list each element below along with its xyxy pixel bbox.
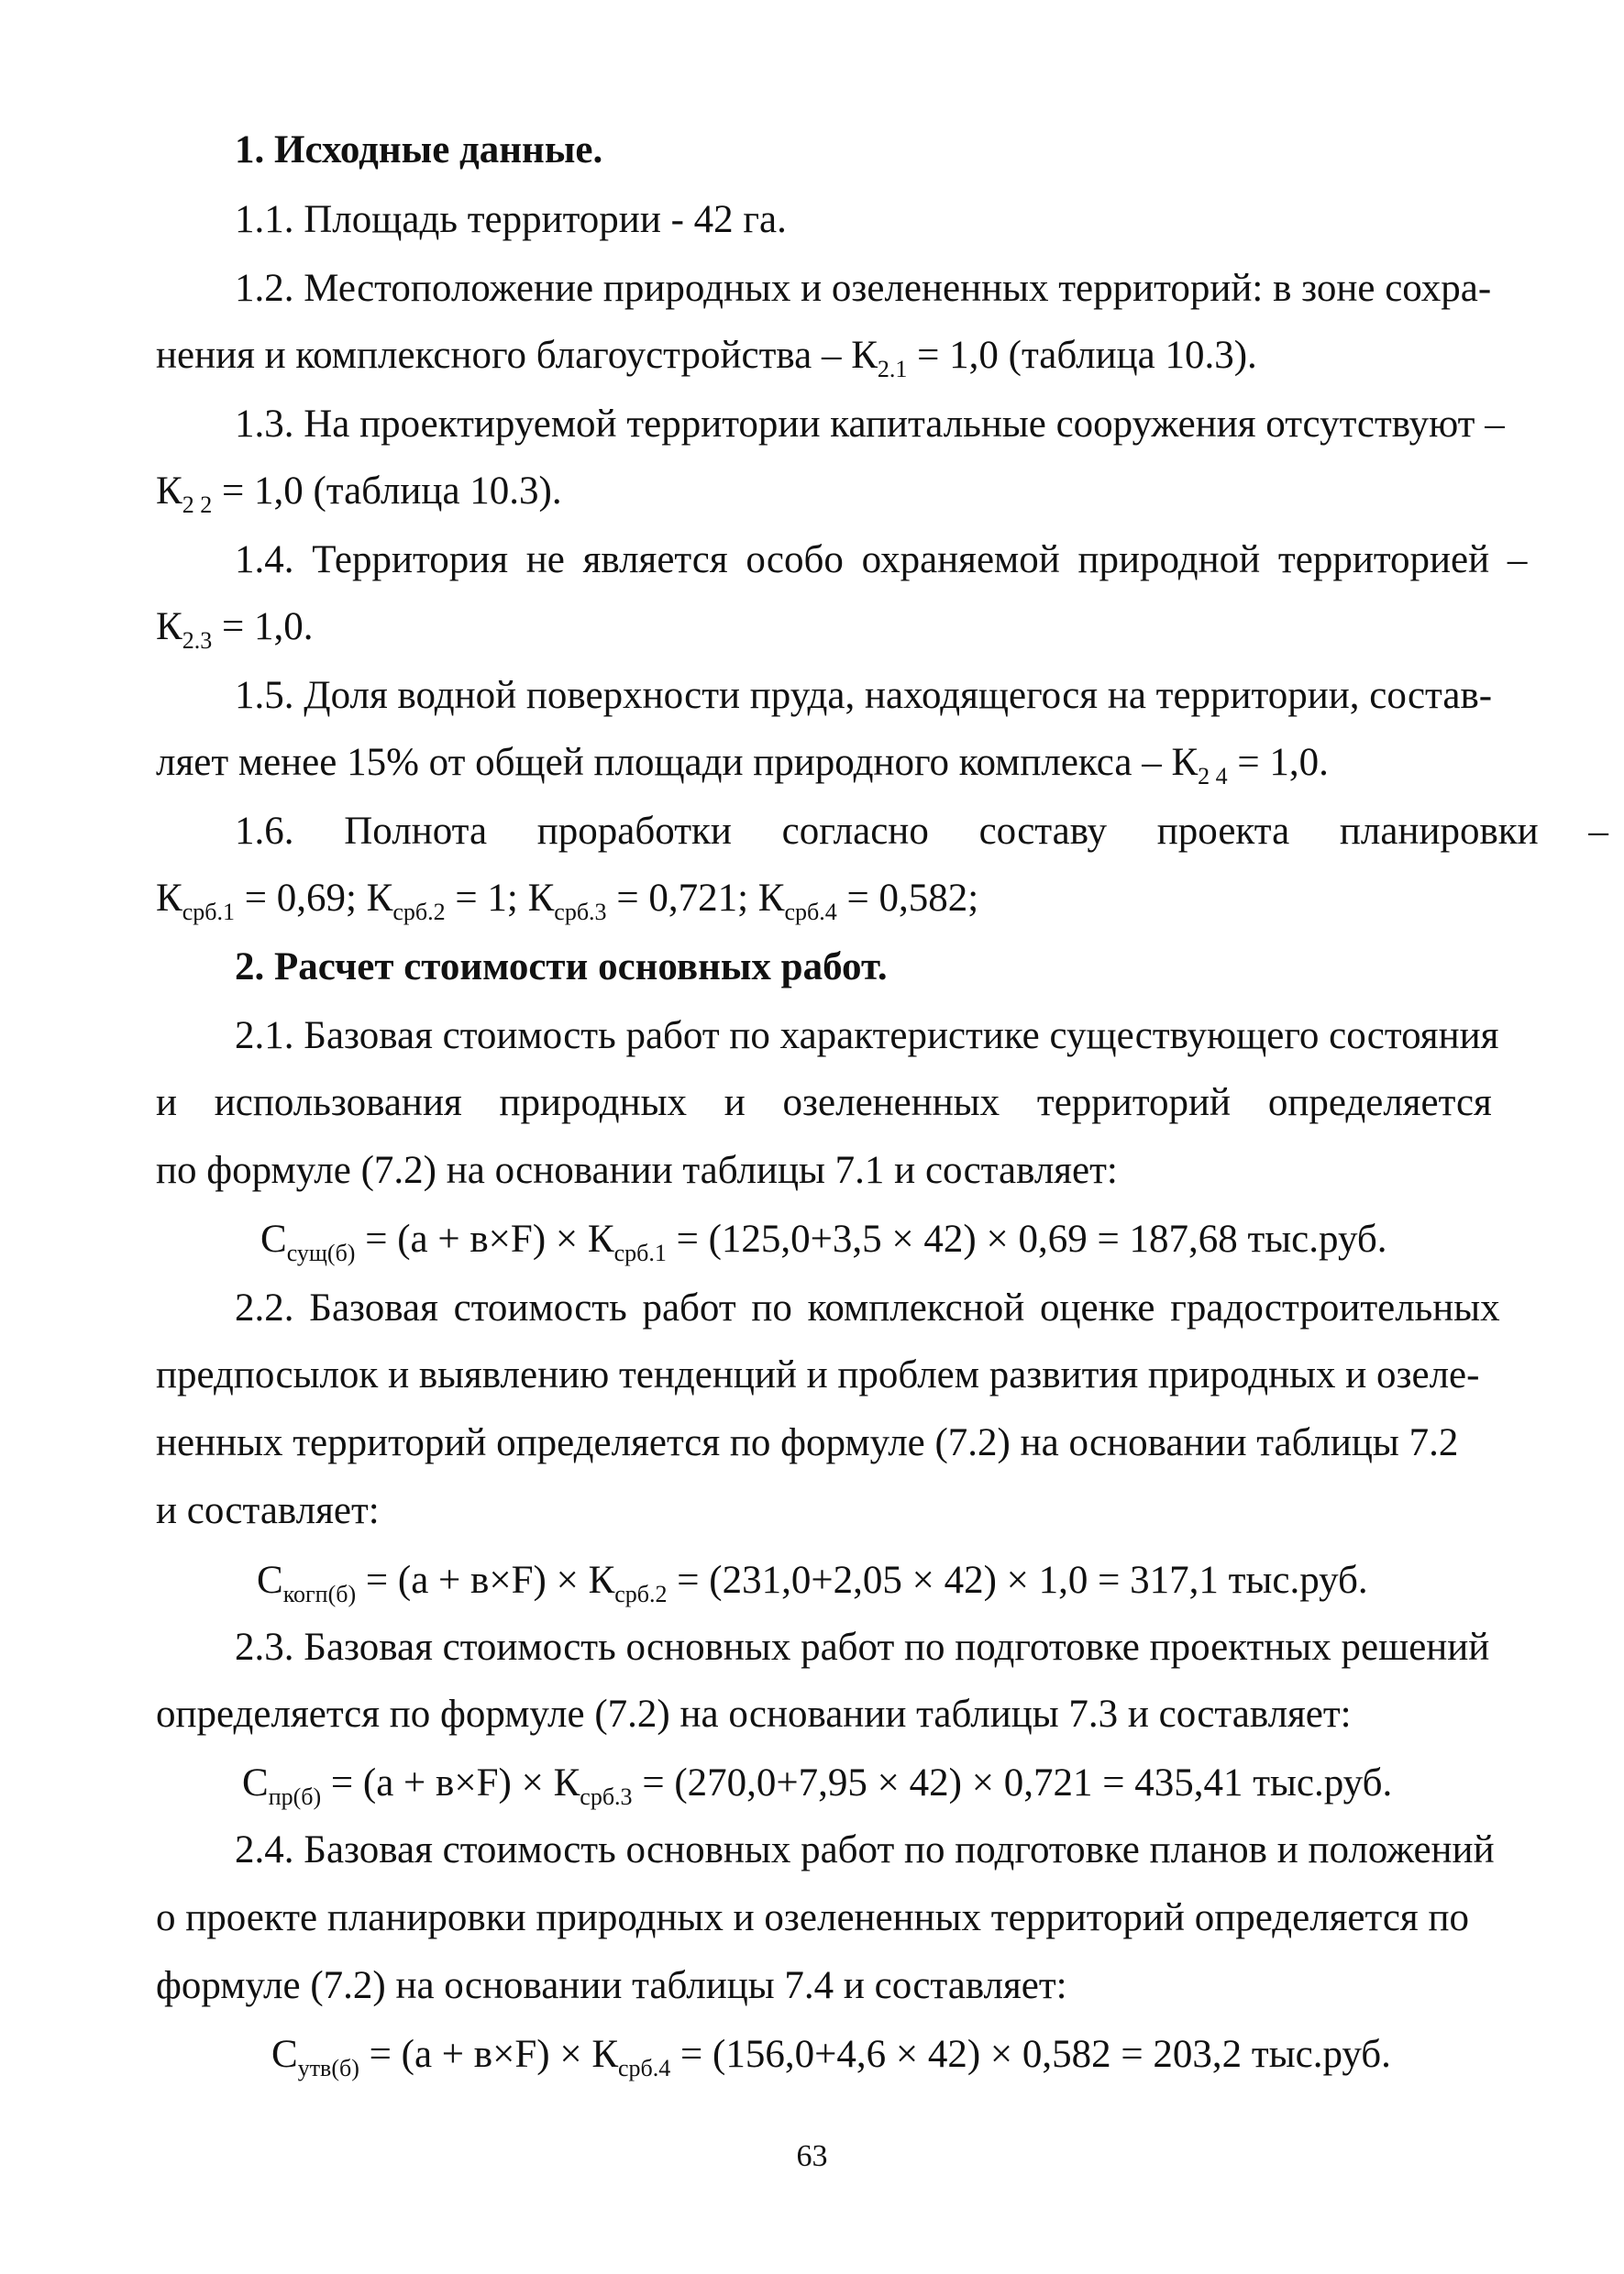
formula-2-4-c: С bbox=[271, 2033, 298, 2076]
item-1-5-line-2 bbox=[156, 741, 1329, 789]
formula-2-2-c-subscript: когп(б) bbox=[282, 1581, 357, 1607]
item-1-3-line-1: 1.3. На проектируемой территории капитальные сооружения отсутствуют – bbox=[235, 403, 1505, 446]
item-1-5-value: = 1,0. bbox=[1227, 741, 1329, 784]
formula-2-1 bbox=[260, 1218, 1387, 1266]
item-1-1: 1.1. Площадь территории - 42 га. bbox=[235, 198, 787, 241]
section-2-heading: 2. Расчет стоимости основных работ. bbox=[235, 945, 888, 988]
item-1-3-text: К bbox=[156, 469, 182, 513]
item-1-5-subscript: 2 4 bbox=[1198, 763, 1228, 789]
formula-2-2 bbox=[257, 1559, 1368, 1607]
item-1-4-line-1: 1.4. Территория не является особо охраняемой природной территорией – bbox=[235, 538, 1528, 581]
item-2-2-line-2: предпосылок и выявлению тенденций и проблем развития природных и озеле- bbox=[156, 1353, 1480, 1396]
formula-2-4-k-subscript: срб.4 bbox=[618, 2055, 671, 2081]
formula-2-1-expression: = (а + в×F) × К bbox=[355, 1218, 614, 1261]
item-1-5-line-1: 1.5. Доля водной поверхности пруда, находящегося на территории, состав- bbox=[235, 674, 1493, 717]
item-1-6-line-1: 1.6. Полнота проработки согласно составу проекта планировки – bbox=[235, 810, 1608, 853]
item-1-4-value: = 1,0. bbox=[212, 605, 314, 648]
formula-2-2-k-subscript: срб.2 bbox=[614, 1581, 668, 1607]
formula-2-3-c-subscript: пр(б) bbox=[268, 1783, 322, 1810]
item-1-4-text: К bbox=[156, 605, 182, 648]
formula-2-1-k-subscript: срб.1 bbox=[613, 1240, 667, 1266]
item-2-3-line-2: определяется по формуле (7.2) на основании таблицы 7.3 и составляет: bbox=[156, 1693, 1352, 1736]
item-1-6-k2-value: = 1; К bbox=[445, 877, 555, 920]
formula-2-2-result: = (231,0+2,05 × 42) × 1,0 = 317,1 тыс.руб. bbox=[667, 1559, 1368, 1602]
item-1-2-value: = 1,0 (таблица 10.3). bbox=[907, 334, 1257, 377]
formula-2-1-c-subscript: сущ(б) bbox=[286, 1240, 356, 1266]
item-1-4-subscript: 2.3 bbox=[182, 627, 213, 654]
item-1-3-line-2 bbox=[156, 469, 562, 518]
formula-2-4 bbox=[271, 2033, 1391, 2081]
formula-2-4-c-subscript: утв(б) bbox=[297, 2055, 359, 2081]
item-1-6-k4-value: = 0,582; bbox=[836, 877, 979, 920]
item-2-1-line-3: по формуле (7.2) на основании таблицы 7.1 и составляет: bbox=[156, 1149, 1118, 1192]
formula-2-3-c: С bbox=[242, 1761, 269, 1805]
item-1-6-k2-subscript: срб.2 bbox=[392, 899, 446, 925]
item-2-1-line-2: и использования природных и озелененных территорий определяется bbox=[156, 1081, 1492, 1124]
item-2-3-line-1: 2.3. Базовая стоимость основных работ по подготовке проектных решений bbox=[235, 1626, 1490, 1669]
formula-2-4-result: = (156,0+4,6 × 42) × 0,582 = 203,2 тыс.руб. bbox=[670, 2033, 1391, 2076]
item-1-6-k3-value: = 0,721; К bbox=[606, 877, 785, 920]
formula-2-3 bbox=[242, 1761, 1393, 1810]
item-1-6-k1-subscript: срб.1 bbox=[182, 899, 235, 925]
page-number: 63 bbox=[796, 2139, 828, 2173]
formula-2-2-c: С bbox=[257, 1559, 283, 1602]
item-2-4-line-2: о проекте планировки природных и озелененных территорий определяется по bbox=[156, 1896, 1469, 1939]
item-1-2-line-1: 1.2. Местоположение природных и озелененных территорий: в зоне сохра- bbox=[235, 267, 1492, 310]
section-1-heading: 1. Исходные данные. bbox=[235, 128, 603, 171]
formula-2-3-k-subscript: срб.3 bbox=[580, 1783, 633, 1810]
formula-2-4-expression: = (а + в×F) × К bbox=[359, 2033, 618, 2076]
item-1-3-subscript: 2 2 bbox=[182, 491, 213, 518]
item-1-3-value: = 1,0 (таблица 10.3). bbox=[212, 469, 562, 513]
item-2-2-line-3: ненных территорий определяется по формуле (7.2) на основании таблицы 7.2 bbox=[156, 1421, 1459, 1464]
item-1-2-line-2 bbox=[156, 334, 1257, 382]
item-1-2-text: нения и комплексного благоустройства – К bbox=[156, 334, 878, 377]
formula-2-1-c: С bbox=[260, 1218, 287, 1261]
item-2-4-line-1: 2.4. Базовая стоимость основных работ по подготовке планов и положений bbox=[235, 1828, 1495, 1871]
formula-2-3-result: = (270,0+7,95 × 42) × 0,721 = 435,41 тыс.руб. bbox=[632, 1761, 1393, 1805]
item-2-2-line-1: 2.2. Базовая стоимость работ по комплексной оценке градостроительных bbox=[235, 1286, 1500, 1330]
item-1-5-text: ляет менее 15% от общей площади природного комплекса – К bbox=[156, 741, 1199, 784]
item-1-6-k4-subscript: срб.4 bbox=[784, 899, 837, 925]
item-1-6-line-2 bbox=[156, 877, 979, 925]
item-1-6-k-letter: К bbox=[156, 877, 182, 920]
formula-2-2-expression: = (а + в×F) × К bbox=[356, 1559, 615, 1602]
item-1-6-k1-value: = 0,69; К bbox=[234, 877, 393, 920]
formula-2-1-result: = (125,0+3,5 × 42) × 0,69 = 187,68 тыс.руб. bbox=[666, 1218, 1387, 1261]
item-2-1-line-1: 2.1. Базовая стоимость работ по характеристике существующего состояния bbox=[235, 1014, 1499, 1057]
item-1-2-subscript: 2.1 bbox=[877, 356, 908, 382]
item-2-2-line-4: и составляет: bbox=[156, 1489, 380, 1532]
item-2-4-line-3: формуле (7.2) на основании таблицы 7.4 и составляет: bbox=[156, 1964, 1067, 2007]
item-1-4-line-2 bbox=[156, 605, 314, 654]
formula-2-3-expression: = (а + в×F) × К bbox=[321, 1761, 580, 1805]
item-1-6-k3-subscript: срб.3 bbox=[554, 899, 607, 925]
